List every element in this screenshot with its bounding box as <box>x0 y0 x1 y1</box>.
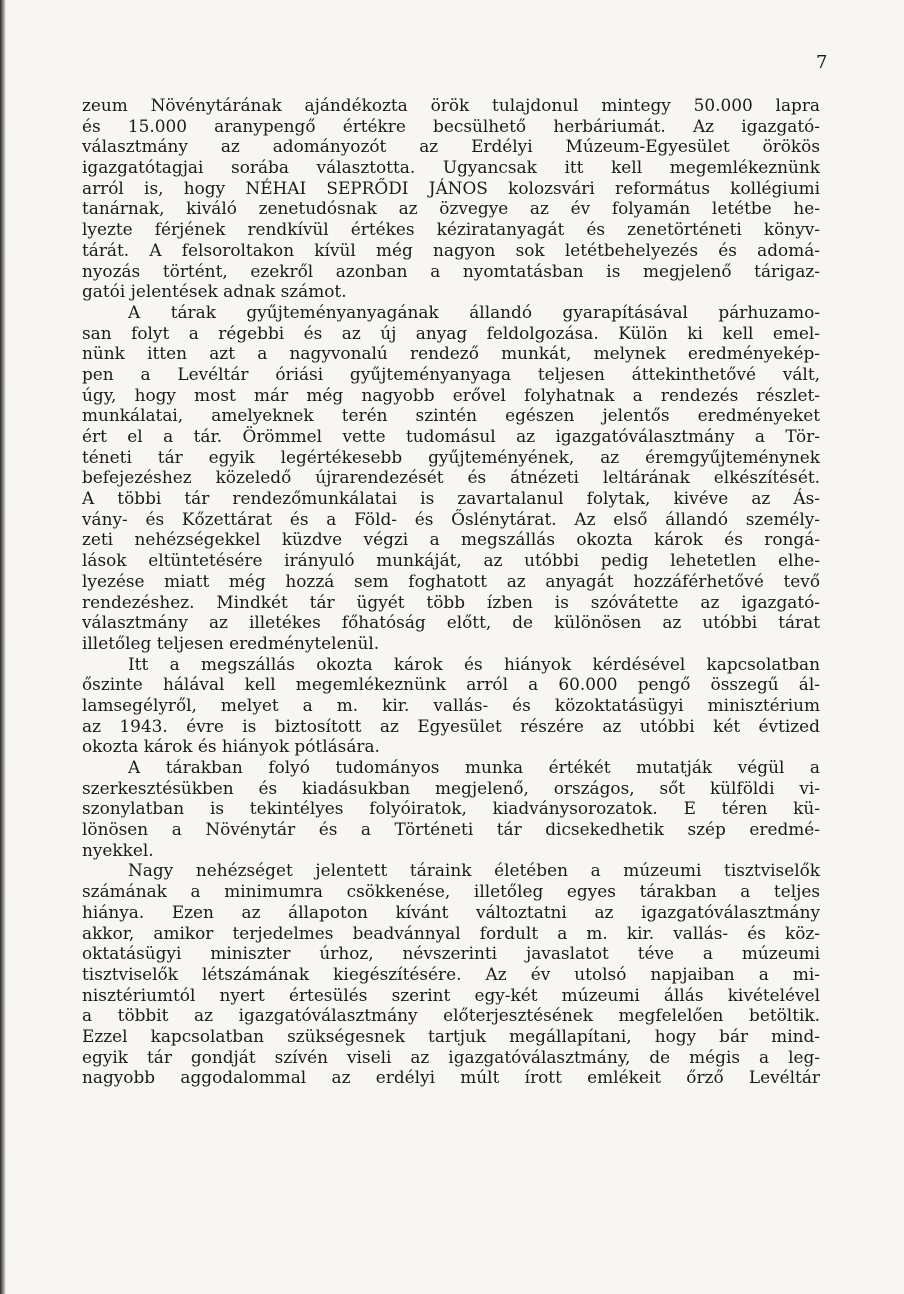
text-line: számának a minimumra csökkenése, illetőleg egyes tárakban a teljes <box>82 881 820 902</box>
text-line: oktatásügyi miniszter úrhoz, névszerinti javaslatot téve a múzeumi <box>82 943 820 964</box>
text-line: akkor, amikor terjedelmes beadvánnyal fordult a m. kir. vallás- és köz- <box>82 922 820 943</box>
text-line: nyozás történt, ezekről azonban a nyomtatásban is megjelenő tárigaz- <box>82 260 820 281</box>
text-line: lönösen a Növénytár és a Történeti tár dicsekedhetik szép eredmé- <box>82 819 820 840</box>
text-line: zeum Növénytárának ajándékozta örök tulajdonul mintegy 50.000 lapra <box>82 95 820 115</box>
text-line: vány- és Kőzettárat és a Föld- és Őslénytárat. Az első állandó személy- <box>82 508 820 529</box>
text-line: nagyobb aggodalommal az erdélyi múlt írott emlékeit őrző Levéltár <box>82 1067 820 1088</box>
text-line: a többit az igazgatóválasztmány előterjesztésének megfelelően betöltik. <box>82 1005 820 1026</box>
text-line: egyik tár gondját szívén viseli az igazgatóválasztmány, de mégis a leg- <box>82 1046 820 1067</box>
text-line: A tárakban folyó tudományos munka értékét mutatják végül a <box>128 757 820 777</box>
text-line: san folyt a régebbi és az új anyag feldolgozása. Külön ki kell emel- <box>82 322 820 343</box>
text-line: Nagy nehézséget jelentett táraink életében a múzeumi tisztviselők <box>128 860 820 881</box>
text-line: tárát. A felsoroltakon kívül még nagyon sok letétbehelyezés és adomá- <box>82 239 820 260</box>
text-line: téneti tár egyik legértékesebb gyűjteményének, az éremgyűjteménynek <box>82 446 820 467</box>
text-line: nisztériumtól nyert értesülés szerint egy-két múzeumi állás kivételével <box>82 984 820 1005</box>
text-line: illetőleg teljesen eredménytelenül. <box>82 632 380 653</box>
text-line: úgy, hogy most már még nagyobb erővel folyhatnak a rendezés részlet- <box>82 384 820 405</box>
text-line: őszinte hálával kell megemlékeznünk arról a 60.000 pengő összegű ál- <box>82 674 820 695</box>
text-line: rendezéshez. Mindkét tár ügyét több ízben is szóvátette az igazgató- <box>82 591 820 612</box>
text-line: befejezéshez közeledő újrarendezését és átnézeti leltárának elkészítését. <box>82 467 820 488</box>
text-line: lyezése miatt még hozzá sem foghatott az anyagát hozzáférhetővé tevő <box>82 570 820 591</box>
text-line: lamsegélyről, melyet a m. kir. vallás- és közoktatásügyi minisztérium <box>82 694 820 715</box>
text-line: A többi tár rendezőmunkálatai is zavartalanul folytak, kivéve az Ás- <box>82 488 820 509</box>
text-line: tanárnak, kiváló zenetudósnak az özvegye az év folyamán letétbe he- <box>82 198 820 219</box>
text-line: választmány az illetékes főhatóság előtt, de különösen az utóbbi tárat <box>82 612 820 633</box>
text-line: ért el a tár. Örömmel vette tudomásul az igazgatóválasztmány a Tör- <box>82 426 820 446</box>
text-line: Itt a megszállás okozta károk és hiányok kérdésével kapcsolatban <box>128 653 820 674</box>
text-line: tisztviselők létszámának kiegészítésére. Az év utolsó napjaiban a mi- <box>82 963 820 984</box>
text-line: és 15.000 aranypengő értékre becsülhető herbáriumát. Az igazgató- <box>82 115 820 136</box>
text-line: választmány az adományozót az Erdélyi Múzeum-Egyesület örökös <box>82 136 820 157</box>
text-line: nünk itten azt a nagyvonalú rendező munkát, melynek eredményekép- <box>82 343 820 364</box>
text-line: igazgatótagjai sorába választotta. Ugyancsak itt kell megemlékeznünk <box>82 157 820 178</box>
text-line: nyekkel. <box>82 839 154 860</box>
page-number: 7 <box>816 52 828 73</box>
text-line: lyezte férjének rendkívül értékes kéziratanyagát és zenetörténeti könyv- <box>82 219 820 240</box>
text-line: hiánya. Ezen az állapoton kívánt változtatni az igazgatóválasztmány <box>82 901 820 922</box>
text-line: zeti nehézségekkel küzdve végzi a megszállás okozta károk és rongá- <box>82 529 820 550</box>
body-text <box>82 95 820 1088</box>
text-line: okozta károk és hiányok pótlására. <box>82 736 380 757</box>
text-line: munkálatai, amelyeknek terén szintén egészen jelentős eredményeket <box>82 405 820 426</box>
text-line: Ezzel kapcsolatban szükségesnek tartjuk megállapítani, hogy bár mind- <box>82 1025 820 1046</box>
text-line: lások eltüntetésére irányuló munkáját, az utóbbi pedig lehetetlen elhe- <box>82 550 820 571</box>
text-line: az 1943. évre is biztosított az Egyesület részére az utóbbi két évtized <box>82 715 820 736</box>
text-line: gatói jelentések adnak számot. <box>82 281 347 302</box>
text-line: szerkesztésükben és kiadásukban megjelenő, országos, sőt külföldi vi- <box>82 777 820 798</box>
scan-edge-shadow <box>0 0 6 1294</box>
text-line: A tárak gyűjteményanyagának állandó gyarapításával párhuzamo- <box>128 301 820 322</box>
text-line: pen a Levéltár óriási gyűjteményanyaga teljesen áttekinthetővé vált, <box>82 363 820 384</box>
text-line: arról is, hogy NÉHAI SEPRŐDI JÁNOS kolozsvári református kollégiumi <box>82 177 820 198</box>
text-line: szonylatban is tekintélyes folyóiratok, kiadványsorozatok. E téren kü- <box>82 798 820 819</box>
